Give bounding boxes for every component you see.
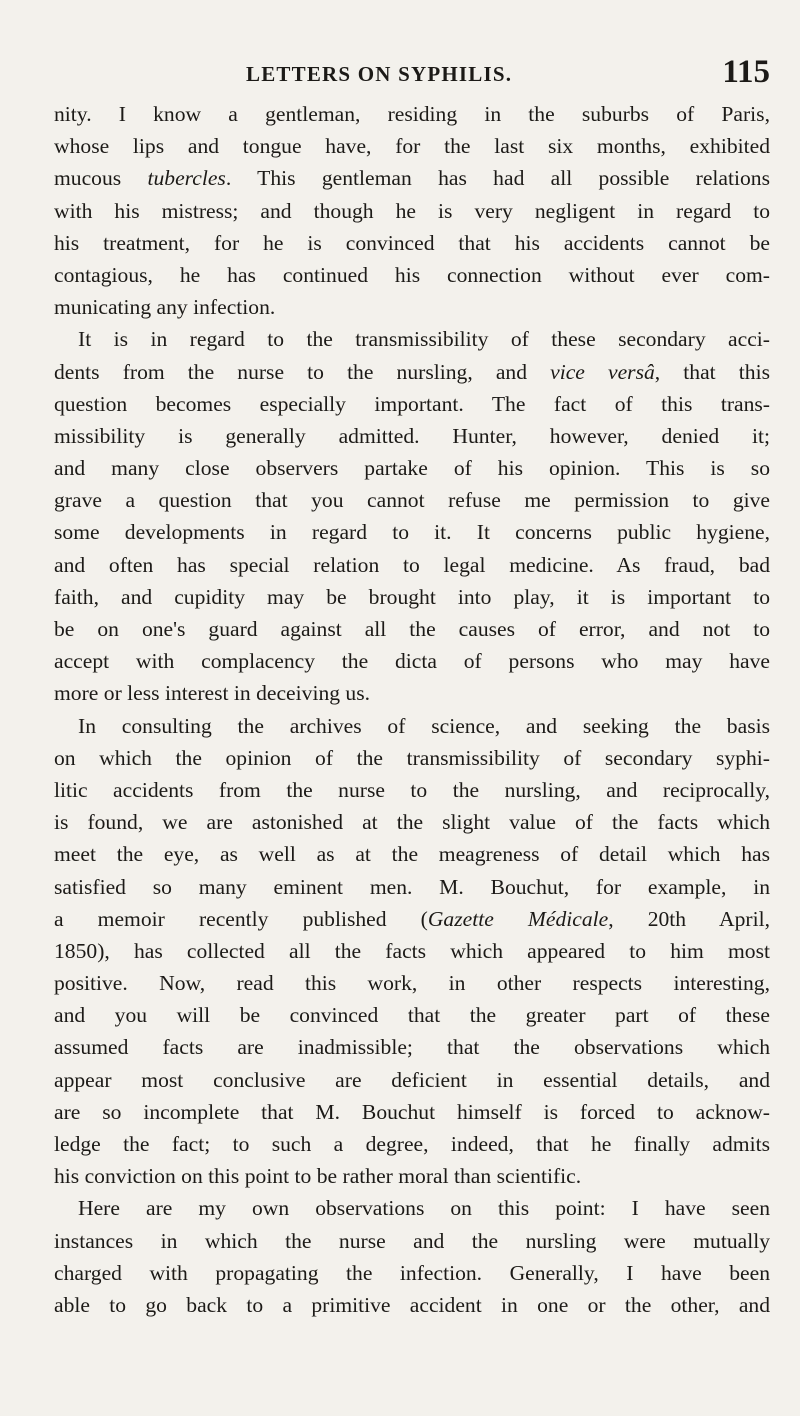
text-line: appear most conclusive are deficient in essential details, and <box>54 1067 770 1092</box>
text-line: with his mistress; and though he is very negligent in regard to <box>54 198 770 223</box>
text-line: be on one's guard against all the causes of error, and not to <box>54 617 770 641</box>
text-line: litic accidents from the nurse to the nursling, and reciprocally, <box>54 777 770 802</box>
text-line: faith, and cupidity may be brought into play, it is important to <box>54 584 770 609</box>
text-line: on which the opinion of the transmissibility of secondary syphi- <box>54 745 770 770</box>
book-page <box>54 50 770 1321</box>
text-line: satisfied so many eminent men. M. Bouchut, for example, in <box>54 874 770 899</box>
text-line: some developments in regard to it. It concerns public hygiene, <box>54 520 770 545</box>
text-line: and often has special relation to legal medicine. As fraud, bad <box>54 552 770 577</box>
text-line: municating any infection. <box>54 295 276 320</box>
text-line: nity. I know a gentleman, residing in the suburbs of Paris, <box>54 102 770 126</box>
text-line: more or less interest in deceiving us. <box>54 681 371 706</box>
text-line: grave a question that you cannot refuse me permission to give <box>54 488 770 513</box>
text-line: mucous tubercles. This gentleman has had all possible relations <box>54 166 770 191</box>
text-line: his conviction on this point to be rather moral than scientific. <box>54 1164 582 1189</box>
text-line: assumed facts are inadmissible; that the observations which <box>54 1035 770 1060</box>
text-line: instances in which the nurse and the nursling were mutually <box>54 1228 770 1253</box>
text-line: is found, we are astonished at the slight value of the facts which <box>54 810 770 835</box>
text-line: accept with complacency the dicta of persons who may have <box>54 649 770 674</box>
text-line: and you will be convinced that the greater part of these <box>54 1003 770 1028</box>
text-line: dents from the nurse to the nursling, and vice versâ, that this <box>54 359 770 384</box>
text-line: contagious, he has continued his connection without ever com- <box>54 262 770 287</box>
text-line: It is in regard to the transmissibility of these secondary acci- <box>78 327 770 352</box>
text-line: and many close observers partake of his opinion. This is so <box>54 456 770 481</box>
text-line: positive. Now, read this work, in other respects interesting, <box>54 971 770 996</box>
text-line: 1850), has collected all the facts which appeared to him most <box>54 938 770 963</box>
text-line: meet the eye, as well as at the meagreness of detail which has <box>54 842 770 867</box>
text-line: In consulting the archives of science, and seeking the basis <box>78 713 770 738</box>
page-header <box>54 50 770 98</box>
text-line: missibility is generally admitted. Hunter, however, denied it; <box>54 423 770 448</box>
text-line: Here are my own observations on this point: I have seen <box>78 1196 770 1221</box>
body-text <box>54 98 770 1321</box>
text-line: question becomes especially important. The fact of this trans- <box>54 391 770 416</box>
text-line: whose lips and tongue have, for the last six months, exhibited <box>54 134 770 159</box>
running-head: LETTERS ON SYPHILIS. <box>246 62 513 86</box>
text-line: ledge the fact; to such a degree, indeed, that he finally admits <box>54 1132 770 1156</box>
text-line: able to go back to a primitive accident in one or the other, and <box>54 1292 770 1317</box>
text-line: his treatment, for he is convinced that his accidents cannot be <box>54 230 770 255</box>
text-line: a memoir recently published (Gazette Médicale, 20th April, <box>54 906 770 931</box>
text-line: charged with propagating the infection. Generally, I have been <box>54 1260 770 1285</box>
page-number: 115 <box>722 54 770 90</box>
text-line: are so incomplete that M. Bouchut himself is forced to acknow- <box>54 1099 770 1124</box>
